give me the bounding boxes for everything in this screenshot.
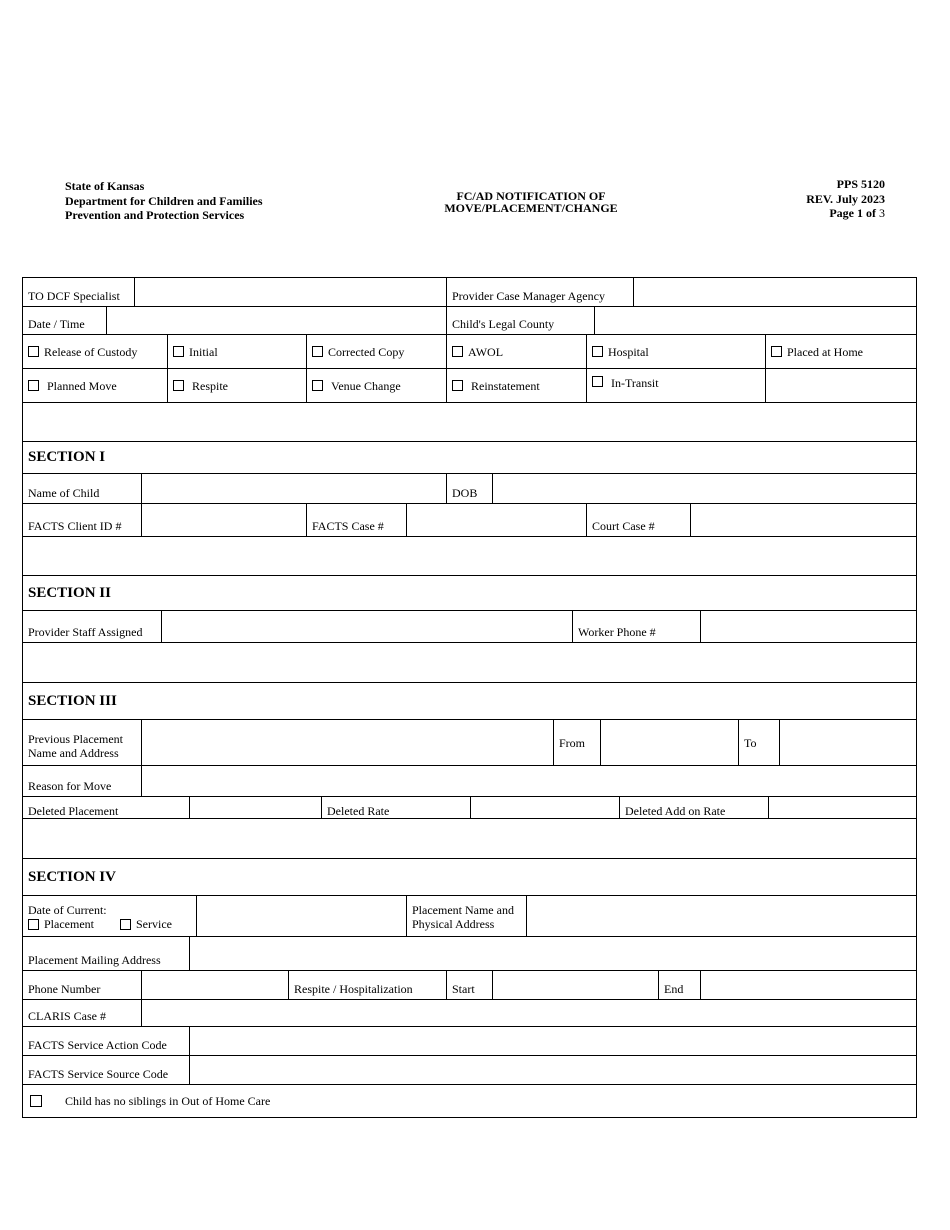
- checkbox-icon[interactable]: [28, 346, 39, 357]
- option-venue-change[interactable]: [306, 369, 446, 402]
- facts-case-field[interactable]: [406, 504, 586, 536]
- previous-placement-label-line2: Name and Address: [28, 746, 119, 760]
- spacer-row: [23, 642, 916, 682]
- to-dcf-specialist-label: TO DCF Specialist: [28, 289, 120, 303]
- from-label: From: [553, 720, 600, 765]
- option-in-transit[interactable]: [586, 369, 765, 402]
- row-staff: [23, 610, 916, 642]
- row-previous-placement: [23, 719, 916, 765]
- checkbox-icon[interactable]: [592, 376, 603, 387]
- option-label: Release of Custody: [44, 344, 138, 359]
- provider-agency-label: Provider Case Manager Agency: [446, 278, 633, 306]
- checkbox-icon[interactable]: [173, 380, 184, 391]
- date-time-field[interactable]: [106, 307, 446, 334]
- date-time-label: Date / Time: [28, 317, 85, 331]
- row-checkboxes-2: [23, 368, 916, 402]
- option-label: Reinstatement: [471, 378, 540, 393]
- option-release-of-custody[interactable]: [23, 335, 167, 368]
- no-siblings-checkbox-icon[interactable]: [30, 1095, 42, 1107]
- row-reason: [23, 765, 916, 796]
- dob-field[interactable]: [492, 474, 916, 503]
- deleted-rate-label: Deleted Rate: [321, 797, 470, 818]
- start-field[interactable]: [492, 971, 658, 999]
- checkbox-icon[interactable]: [771, 346, 782, 357]
- facts-case-label: FACTS Case #: [306, 504, 406, 536]
- provider-agency-field[interactable]: [633, 278, 916, 306]
- form-info: [806, 177, 885, 221]
- checkbox-icon[interactable]: [312, 380, 323, 391]
- page-indicator: [806, 206, 885, 221]
- row-action-code: [23, 1026, 916, 1055]
- service-action-code-field[interactable]: [189, 1027, 916, 1055]
- claris-case-label: CLARIS Case #: [28, 1009, 106, 1023]
- deleted-rate-field[interactable]: [470, 797, 619, 818]
- agency-header: [65, 179, 263, 223]
- legal-county-label: Child's Legal County: [446, 307, 594, 334]
- from-field[interactable]: [600, 720, 738, 765]
- phone-number-field[interactable]: [141, 971, 288, 999]
- dob-label: DOB: [446, 474, 492, 503]
- facts-client-id-field[interactable]: [141, 504, 306, 536]
- row-specialist: [23, 278, 916, 306]
- checkbox-icon[interactable]: [28, 380, 39, 391]
- option-label: Planned Move: [47, 378, 117, 393]
- to-label: To: [738, 720, 779, 765]
- option-reinstatement[interactable]: [446, 369, 586, 402]
- deleted-add-on-rate-field[interactable]: [768, 797, 916, 818]
- name-of-child-field[interactable]: [141, 474, 446, 503]
- row-deleted: [23, 796, 916, 818]
- placement-checkbox-icon[interactable]: [28, 919, 39, 930]
- row-claris: [23, 999, 916, 1026]
- page-label: Page 1 of: [829, 206, 876, 220]
- checkbox-icon[interactable]: [173, 346, 184, 357]
- form-number: PPS 5120: [836, 177, 885, 191]
- row-source-code: [23, 1055, 916, 1084]
- previous-placement-label-line1: Previous Placement: [28, 732, 123, 746]
- placement-option-label: Placement: [44, 917, 94, 931]
- department-name: Department for Children and Families: [65, 193, 263, 208]
- division-name: Prevention and Protection Services: [65, 208, 245, 222]
- placement-name-label: [406, 896, 526, 936]
- notification-form: [22, 277, 917, 1118]
- spacer-row: [23, 536, 916, 575]
- no-siblings-label: Child has no siblings in Out of Home Care: [65, 1094, 271, 1108]
- row-phone: [23, 970, 916, 999]
- option-respite[interactable]: [167, 369, 306, 402]
- claris-case-field[interactable]: [141, 1000, 916, 1026]
- option-initial[interactable]: [167, 335, 306, 368]
- row-mailing-address: [23, 936, 916, 970]
- start-label: Start: [446, 971, 492, 999]
- row-siblings: [23, 1084, 916, 1117]
- checkbox-icon[interactable]: [452, 380, 463, 391]
- option-planned-move[interactable]: [23, 369, 167, 402]
- option-corrected-copy[interactable]: [306, 335, 446, 368]
- to-field[interactable]: [779, 720, 916, 765]
- spacer-row: [23, 402, 916, 441]
- date-of-current-options: [28, 917, 191, 931]
- previous-placement-label: [23, 720, 141, 765]
- mailing-address-field[interactable]: [189, 937, 916, 970]
- option-placed-at-home[interactable]: [765, 335, 916, 368]
- no-siblings-option[interactable]: [23, 1085, 916, 1117]
- worker-phone-label: Worker Phone #: [572, 611, 700, 642]
- option-label: AWOL: [468, 344, 504, 359]
- worker-phone-field[interactable]: [700, 611, 916, 642]
- service-checkbox-icon[interactable]: [120, 919, 131, 930]
- row-ids: [23, 503, 916, 536]
- service-action-code-label: FACTS Service Action Code: [28, 1038, 167, 1052]
- end-field[interactable]: [700, 971, 916, 999]
- checkbox-icon[interactable]: [312, 346, 323, 357]
- spacer-row: [23, 818, 916, 858]
- placement-name-label-line1: Placement Name and: [412, 903, 514, 917]
- court-case-field[interactable]: [690, 504, 916, 536]
- option-label: Placed at Home: [787, 344, 863, 359]
- provider-staff-label: Provider Staff Assigned: [28, 625, 143, 639]
- service-source-code-field[interactable]: [189, 1056, 916, 1084]
- to-dcf-specialist-field[interactable]: [134, 278, 446, 306]
- row-current-placement: [23, 895, 916, 936]
- provider-staff-field[interactable]: [161, 611, 572, 642]
- name-of-child-label: Name of Child: [28, 486, 100, 500]
- section-2-heading: SECTION II: [23, 575, 916, 610]
- date-of-current-label: Date of Current:: [28, 903, 107, 917]
- legal-county-field[interactable]: [594, 307, 916, 334]
- page-total: 3: [879, 206, 885, 220]
- end-label: End: [658, 971, 700, 999]
- form-title-line1: FC/AD NOTIFICATION OF: [456, 189, 606, 203]
- respite-label: Respite / Hospitalization: [288, 971, 446, 999]
- section-1-heading: SECTION I: [23, 441, 916, 473]
- option-awol[interactable]: [446, 335, 586, 368]
- service-option-label: Service: [136, 917, 172, 931]
- previous-placement-field[interactable]: [141, 720, 553, 765]
- option-label: In-Transit: [611, 376, 659, 390]
- checkbox-icon[interactable]: [452, 346, 463, 357]
- row-date: [23, 306, 916, 334]
- form-title-line2: MOVE/PLACEMENT/CHANGE: [444, 201, 618, 215]
- service-source-code-label: FACTS Service Source Code: [28, 1067, 169, 1081]
- phone-number-label: Phone Number: [28, 982, 101, 996]
- row-checkboxes-1: [23, 334, 916, 368]
- deleted-placement-label: Deleted Placement: [28, 804, 119, 818]
- option-label: Initial: [189, 344, 218, 359]
- section-3-heading: SECTION III: [23, 682, 916, 719]
- option-label: Venue Change: [331, 378, 401, 393]
- deleted-placement-field[interactable]: [189, 797, 321, 818]
- placement-name-field[interactable]: [526, 896, 916, 936]
- option-label: Respite: [192, 378, 228, 393]
- facts-client-id-label: FACTS Client ID #: [28, 519, 122, 533]
- option-label: Corrected Copy: [328, 344, 405, 359]
- empty-cell: [765, 369, 916, 402]
- deleted-add-on-rate-label: Deleted Add on Rate: [619, 797, 768, 818]
- reason-for-move-field[interactable]: [141, 766, 916, 796]
- reason-for-move-label: Reason for Move: [28, 779, 112, 793]
- state-name: State of Kansas: [65, 179, 145, 193]
- date-of-current-group: [23, 896, 196, 936]
- row-child-name: [23, 473, 916, 503]
- option-label: Hospital: [608, 344, 649, 359]
- form-title: [431, 190, 631, 214]
- court-case-label: Court Case #: [586, 504, 690, 536]
- placement-name-label-line2: Physical Address: [412, 917, 495, 931]
- checkbox-icon[interactable]: [592, 346, 603, 357]
- option-hospital[interactable]: [586, 335, 765, 368]
- mailing-address-label: Placement Mailing Address: [28, 953, 161, 967]
- section-4-heading: SECTION IV: [23, 858, 916, 895]
- form-revision: REV. July 2023: [806, 191, 885, 206]
- date-of-current-field[interactable]: [196, 896, 406, 936]
